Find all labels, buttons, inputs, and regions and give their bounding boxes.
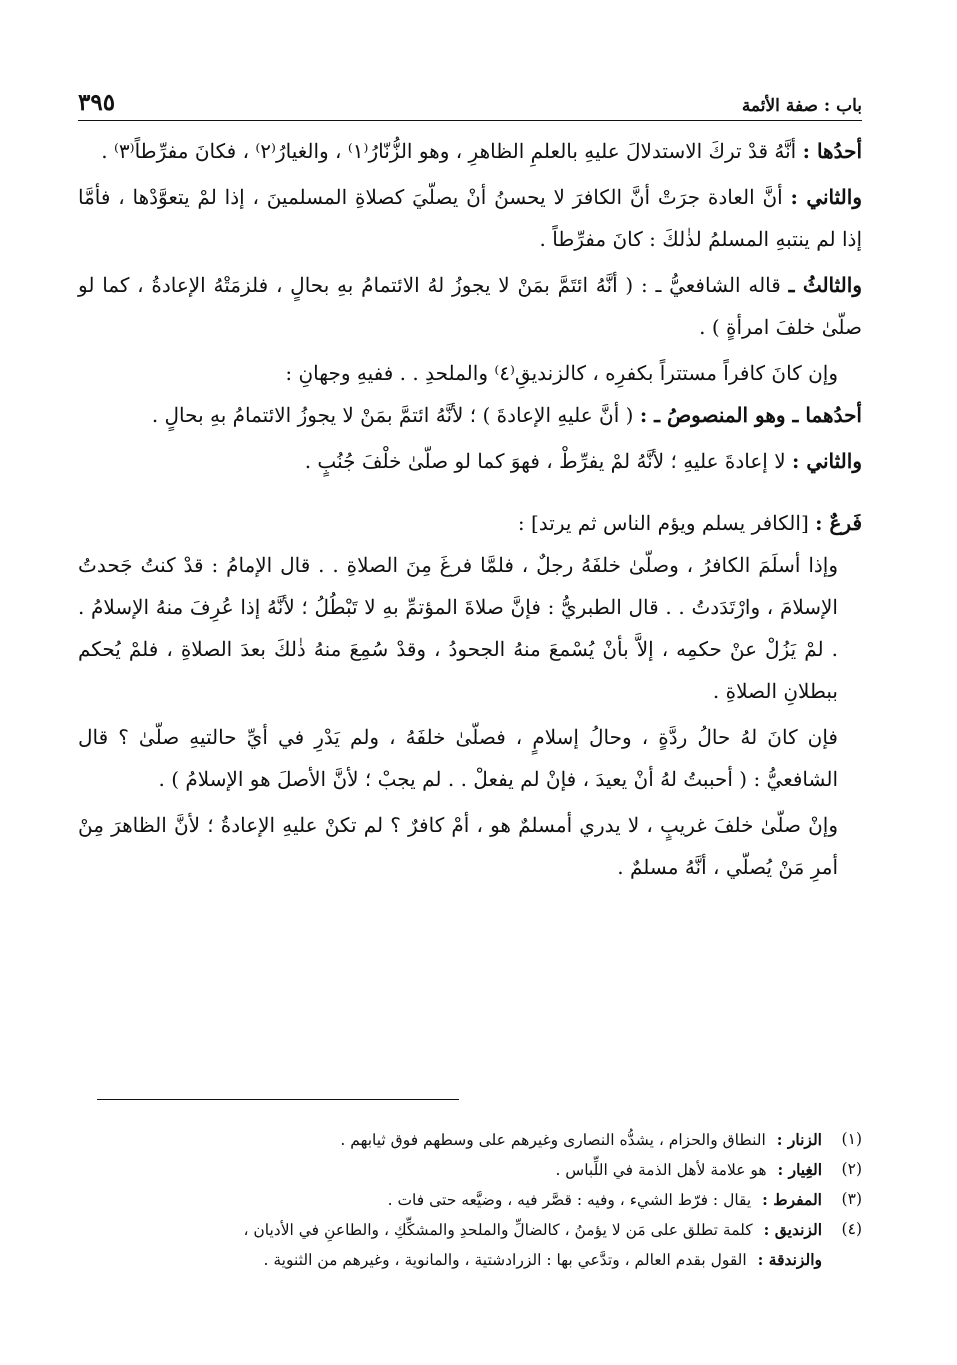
section-heading <box>78 502 862 544</box>
footnote-term: الزنديق : <box>763 1220 822 1239</box>
paragraph <box>78 394 862 436</box>
footnote-divider <box>97 1099 459 1100</box>
paragraph-text: أنَّهُ قدْ تركَ الاستدلالَ عليهِ بالعلمِ الظاهرِ ، وهو الزُّنّارُ⁽١⁾ ، والغيارُ⁽٢⁾ ، فكانَ مفرِّطاً⁽٣⁾ . <box>101 139 803 163</box>
footnote-term: والزندقة : <box>757 1250 822 1269</box>
paragraph <box>78 804 862 888</box>
main-text <box>78 130 862 888</box>
paragraph <box>78 130 862 172</box>
paragraph-lead: والثالثُ ـ <box>788 273 862 297</box>
paragraph-lead: أحدُهما ـ وهو المنصوصُ ـ : <box>639 403 862 427</box>
paragraph-text: قاله الشافعيُّ ـ : ( أنَّهُ ائتَمَّ بمَنْ لا يجوزُ لهُ الائتمامُ بهِ بحالٍ ، فلزمَتْهُ الإعادةُ ، كما لو صلّىٰ خلفَ امرأةٍ ) . <box>78 273 862 339</box>
paragraph-lead: والثاني : <box>791 449 862 473</box>
footnote-continuation <box>85 1245 862 1275</box>
footnote-term: الزنار : <box>776 1130 822 1149</box>
footnote-number: (٤) <box>841 1220 862 1238</box>
paragraph-text: وإن كانَ كافراً مستتراً بكفرِه ، كالزنديقِ⁽٤⁾ والملحدِ . . ففيهِ وجهانِ : <box>285 361 838 385</box>
footnotes <box>85 1125 862 1275</box>
paragraph-text: ( أنَّ عليهِ الإعادةَ ) ؛ لأنَّهُ ائتمَّ بمَنْ لا يجوزُ الائتمامُ بهِ بحالٍ . <box>151 403 640 427</box>
paragraph-text: لا إعادةَ عليهِ ؛ لأنَّهُ لمْ يفرِّطْ ، فهوَ كما لو صلّىٰ خلْفَ جُنُبٍ . <box>304 449 792 473</box>
paragraph <box>78 440 862 482</box>
paragraph-text: وإذا أسلَمَ الكافرُ ، وصلّىٰ خلفَهُ رجلٌ ، فلمَّا فرغَ مِنَ الصلاةِ . . قال الإمامُ : قدْ كنتُ جَحدتُ الإسلامَ ، وارْتَدَدتُ . . قال الطبريُّ : فإنَّ صلاةَ المؤتمِّ بهِ لا تَبْطُلُ ؛ لأنَّهُ إذا عُرِفَ منهُ الإسلامُ . . لمْ يَزُلْ عنْ حكمِه ، إلاَّ بأنْ يُسْمعَ منهُ الجحودُ ، وقدْ سُمِعَ منهُ ذٰلكَ بعدَ الصلاةِ ، فلمْ يُحكم ببطلانِ الصلاةِ . <box>78 553 838 703</box>
paragraph-lead: أحدُها : <box>802 139 862 163</box>
footnote-text: يقال : فرّط الشيء ، وفيه : قصَّر فيه ، وضيَّعه حتى فات . <box>387 1191 757 1209</box>
paragraph <box>78 544 862 712</box>
paragraph <box>78 716 862 800</box>
page-number: ٣٩٥ <box>78 89 116 116</box>
footnote-number: (٣) <box>841 1190 862 1208</box>
footnote-number: (٢) <box>841 1160 862 1178</box>
paragraph <box>78 352 862 394</box>
paragraph-lead: فَرعٌ : <box>815 511 862 535</box>
footnote-number: (١) <box>841 1130 862 1148</box>
footnote-text: القول بقدم العالم ، وتدَّعي بها : الزرادشتية ، والمانوية ، وغيرهم من الثنوية . <box>263 1251 752 1269</box>
footnote-term: المفرط : <box>762 1190 822 1209</box>
paragraph-lead: والثاني : <box>790 185 862 209</box>
footnote-text: كلمة تطلق على مَن لا يؤمنُ ، كالضالِّ والملحدِ والمشكِّكِ ، والطاعنِ في الأديان ، <box>243 1221 758 1239</box>
paragraph <box>78 176 862 260</box>
page-header <box>78 88 862 116</box>
footnote <box>85 1125 862 1155</box>
footnote <box>85 1155 862 1185</box>
paragraph <box>78 264 862 348</box>
footnote-text: النطاق والحزام ، يشدُّه النصارى وغيرهم على وسطهم فوق ثيابهم . <box>340 1131 771 1149</box>
footnote <box>85 1185 862 1215</box>
footnote <box>85 1215 862 1245</box>
header-divider <box>78 120 862 121</box>
paragraph-text: [الكافر يسلم ويؤم الناس ثم يرتد] : <box>517 511 816 535</box>
footnote-term: الغِيار : <box>777 1160 822 1179</box>
footnote-text: هو علامة لأهل الذمة في اللِّباس . <box>555 1161 772 1179</box>
chapter-title: باب : صفة الأئمة <box>741 96 862 116</box>
paragraph-text: فإن كانَ لهُ حالُ ردَّةٍ ، وحالُ إسلامٍ ، فصلّىٰ خلفَهُ ، ولم يَدْرِ في أيِّ حالتيهِ صلّىٰ ؟ قال الشافعيُّ : ( أحببتُ لهُ أنْ يعيدَ ، فإنْ لم يفعلْ . . لم يجبْ ؛ لأنَّ الأصلَ هو الإسلامُ ) . <box>78 725 838 791</box>
paragraph-text: وإنْ صلّىٰ خلفَ غريبٍ ، لا يدري أمسلمٌ هو ، أمْ كافرٌ ؟ لم تكنْ عليهِ الإعادةُ ؛ لأنَّ الظاهرَ مِنْ أمرِ مَنْ يُصلّي ، أنَّهُ مسلمٌ . <box>78 813 838 879</box>
paragraph-text: أنَّ العادة جرَتْ أنَّ الكافرَ لا يحسنُ أنْ يصلّيَ كصلاةِ المسلمينَ ، إذا لمْ يتعوَّدْها ، فأمَّا إذا لم ينتبهِ المسلمُ لذٰلكَ : كانَ مفرِّطاً . <box>78 185 862 251</box>
